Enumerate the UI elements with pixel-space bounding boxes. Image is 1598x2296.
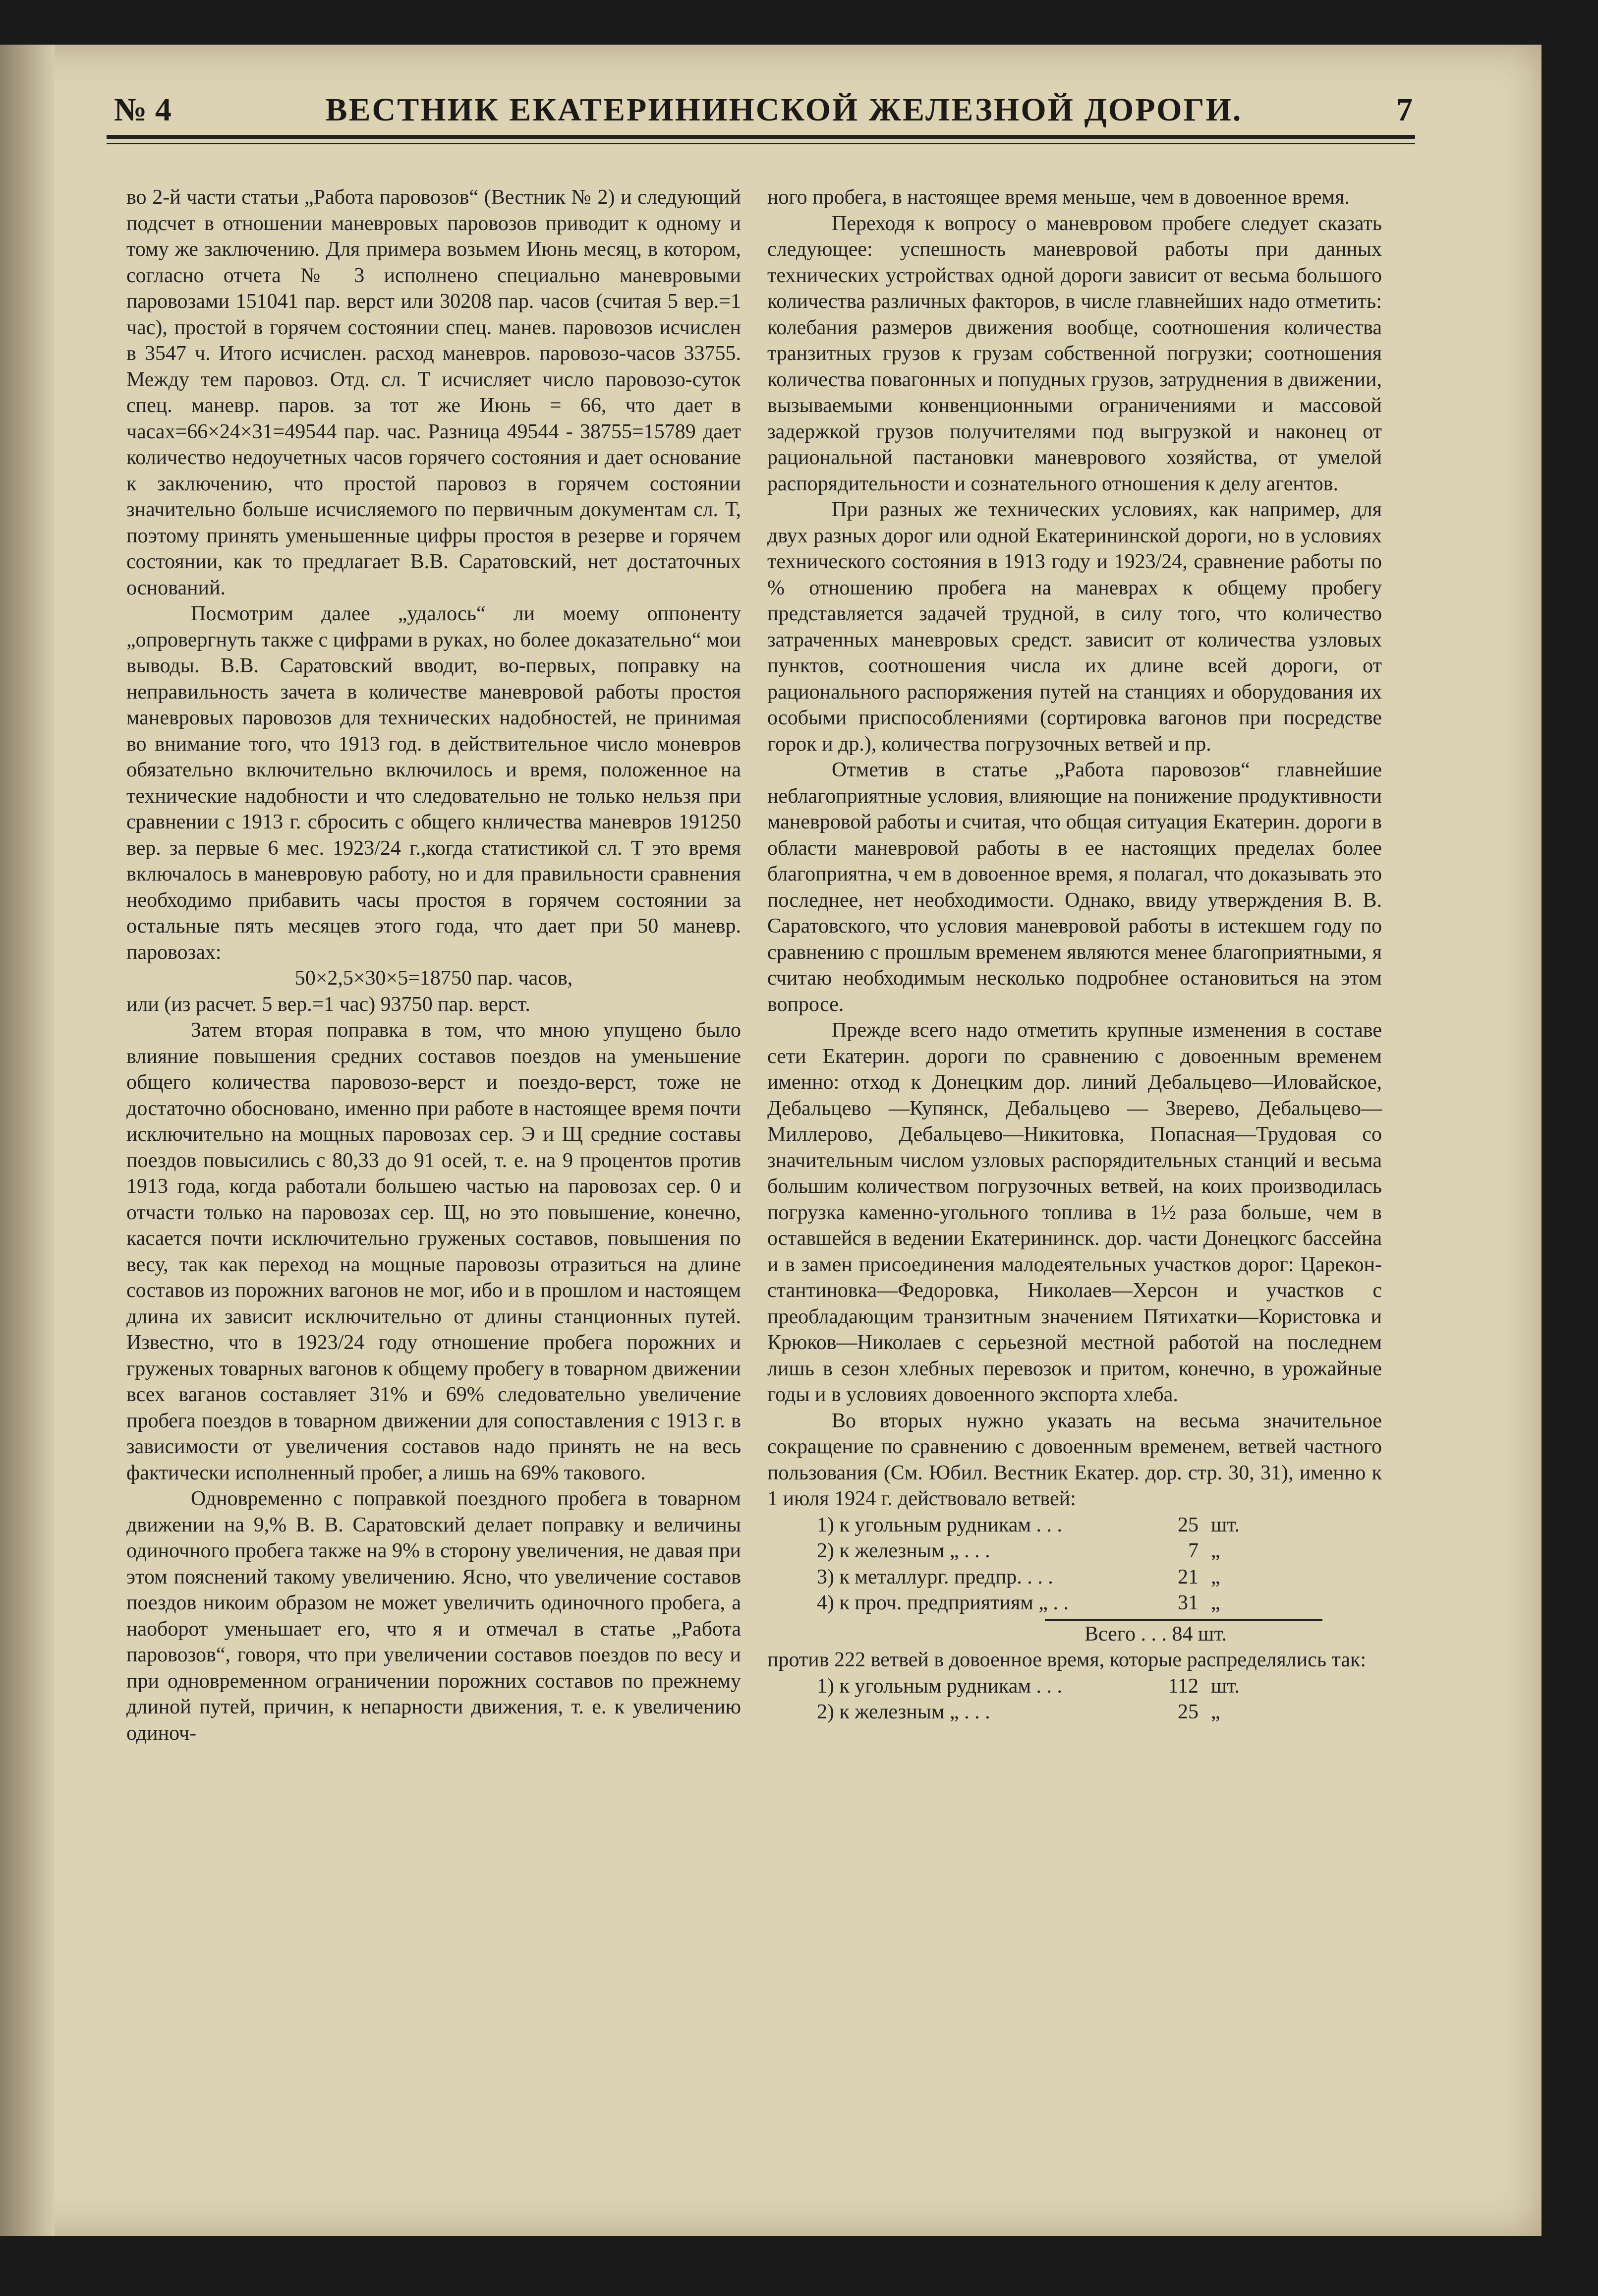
formula-follow: или (из расчет. 5 вер.=1 час) 93750 пар. верст. <box>126 993 530 1016</box>
header-rule-thin <box>107 143 1415 144</box>
page-number: 7 <box>1396 92 1413 128</box>
paragraph: Прежде всего надо отметить крупные изменения в составе сети Екатерин. дороги по сравнению с довоенным временем именно: отход к Донецким дор. линий Дебальцево—Иловайское, Дебальцево —Купянск, Дебальцево — Зверево, Дебальцево—Миллерово, Дебальцево—Никитовка, Попасная—Трудовая со значительным числом узловых распорядительных станций и весьма большим количеством погрузочных ветвей, на коих производилась погрузка каменно-угольного топлива в 1½ раза больше, чем в оставшейся в ведении Екатерининск. дор. части Донецкогс бассейна и в замен присоединения малодеятельных участков дорог: Царекон-стантиновка—Федоровка, Николаев—Херсон и участков с преобладающим транзитным значением Пятихатки—Користовка и Крюков—Николаев с серьезной местной работой на последнем лишь в сезон хлебных перевозок и притом, конечно, в урожайные годы и в условиях довоенного экспорта хлеба. <box>767 1019 1382 1406</box>
paragraph: Во вторых нужно указать на весьма значительное сокращение по сравнению с довоенным временем, ветвей частного пользования (См. Юбил. Вестник Екатер. дор. стр. 30, 31), именно к 1 июля 1924 г. действовало ветвей: <box>767 1409 1382 1510</box>
paragraph: во 2-й части статьи „Работа паровозов“ (Вестник № 2) и следующий подсчет в отношении маневровых паровозов приводит к одному и тому же заключению. Для примера возьмем Июнь месяц, в котором, согласно отчета № 3 исполнено специально маневровыми паровозами 151041 пар. верст или 30208 пар. часов (считая 5 вер.=1 час), простой в горячем состоянии спец. манев. паровозов исчислен в 3547 ч. Итого исчислен. расход маневров. паровозо-часов 33755. Между тем паровоз. Отд. сл. Т исчисляет число паровозо-суток спец. маневр. паров. за тот же Июнь = 66, что дает в часах=66×24×31=49544 пар. час. Разница 49544 - 38755=15789 дает количество недоучетных часов горячего состояния и дает основание к заключению, что простой паровоз в горячем состоянии значительно больше исчисляемого по первичным документам сл. Т, поэтому принять уменьшенные цифры простоя в резерве и горячем состоянии, как то предлагает В.В. Саратовский, нет достаточных оснований. <box>126 186 741 599</box>
list-item: 2) к железным „ . . . 7 „ <box>817 1539 1220 1562</box>
paragraph: При разных же технических условиях, как например, для двух разных дорог или одной Екатерининской дороги, но в условиях технического состояния в 1913 году и 1923/24, сравнение работы по % отношению пробега на маневрах к общему пробегу представляется задачей трудной, в силу того, что количество затраченных маневровых средст. зависит от количества узловых пунктов, соотношения числа их длине всей дороги, от рационального распоряжения путей на станциях и оборудования их особыми приспособлениями (сортировка вагонов при посредстве горок и др.), количества погрузочных ветвей и пр. <box>767 498 1382 756</box>
paragraph: Затем вторая поправка в том, что мною упущено было влияние повышения средних составов поездов на уменьшение общего количества паровозо-верст и поездо-верст, тоже не достаточно обосновано, именно при работе в настоящее время почти исключительно на мощных паровозах сер. Э и Щ средние составы поездов повысились с 80,33 до 91 осей, т. е. на 9 процентов против 1913 года, когда работали большею частью на паровозах сер. 0 и отчасти только на паровозах сер. Щ, но это повышение, конечно, касается почти исключительно груженых составов, повышения по весу, так как переход на мощные паровозы отразиться на длине составов из порожних вагонов не мог, ибо и в прошлом и настоящем длина их зависит исключительно от длины станционных путей. Известно, что в 1923/24 году отношение пробега порожних и груженых товарных вагонов к общему пробегу в товарном движении всех ваганов составляет 31% и 69% следовательно увеличение пробега поездов в товарном движении для сопоставления с 1913 г. в зависимости от увеличения составов надо принять не на весь фактически исполненный пробег, а лишь на 69% такового. <box>126 1019 741 1484</box>
list-item: 4) к проч. предприятиям „ . . 31 „ <box>817 1591 1220 1614</box>
header-rule-thick <box>107 135 1415 139</box>
list-item: 3) к металлург. предпр. . . . 21 „ <box>817 1565 1220 1589</box>
left-column <box>126 184 741 1746</box>
branches-total: Всего . . . 84 шт. <box>1084 1622 1227 1646</box>
list-item: 2) к железным „ . . . 25 „ <box>817 1701 1220 1723</box>
paragraph: ного пробега, в настоящее время меньше, чем в довоенное время. <box>767 186 1350 209</box>
paragraph: Отметив в статье „Работа паровозов“ главнейшие неблагоприятные условия, влияющие на понижение продуктивности маневровой работы и считая, что общая ситуация Екатерин. дороги в области маневровой работы в ее настоящих пределах более благоприятна, ч ем в довоенное время, я полагал, что доказывать это последнее, нет необходимости. Однако, ввиду утверждения В. В. Саратовского, что условия маневровой работы в истекшем году по сравнению с прошлым временем являются менее благоприятными, я считаю необходимым несколько подробнее остановиться на этом вопросе. <box>767 759 1382 1016</box>
page-binding-shadow <box>0 45 55 2236</box>
list-item: 1) к угольным рудникам . . . 25 шт. <box>817 1513 1240 1536</box>
paragraph: Посмотрим далее „удалось“ ли моему оппоненту „опровергнуть также с цифрами в руках, но более доказательно“ мои выводы. В.В. Саратовский вводит, во-первых, поправку на неправильность зачета в количестве маневровой работы простоя маневровых паровозов для технических надобностей, не принимая во внимание того, что 1913 год. в действительное число моневров обязательно включительно включилось и время, положенное на технические надобности и что следовательно не только нельзя при сравнении с 1913 г. сбросить с общего кнличества маневров 191250 вер. за первые 6 мес. 1923/24 г.,когда статистикой сл. Т это время включалось в маневровую работу, но и для правильности сравнения необходимо прибавить часы простоя в горячем состоянии за остальные пять месяцев этого года, что дает при 50 маневр. паровозах: <box>126 602 741 964</box>
issue-number: № 4 <box>114 92 171 128</box>
paragraph: Переходя к вопросу о маневровом пробеге следует сказать следующее: успешность маневровой работы при данных технических устройствах одной дороги зависит от весьма большого количества различных факторов, в числе главнейших надо отметить: колебания размеров движения вообще, соотношения количества транзитных грузов к грузам собственной погрузки; соотношения количества повагонных и попудных грузов, затруднения в движении, вызываемыми конвенционными ограничениями и массовой задержкой грузов получителями под выгрузкой и наконец от рациональной пастановки маневрового хозяйства, от умелой распорядительности и сознательного отношения к делу агентов. <box>767 212 1382 495</box>
formula-line: 50×2,5×30×5=18750 пар. часов, <box>294 967 573 990</box>
paragraph: Одновременно с поправкой поездного пробега в товарном движении на 9,% В. В. Саратовский делает поправку и величины одиночного пробега также на 9% в сторону увеличения, не давая при этом пояснений такому увеличению. Ясно, что увеличение составов поездов никоим образом не может увеличить одиночного пробега, а наоборот уменьшает его, что я и отмечал в статье „Работа паровозов“, говоря, что при увеличении составов поездов по весу и при одновременном ограничении порожних составов по прежнему длиной путей, причин, к непарности движения, т. е. к увеличению одиноч- <box>126 1487 741 1745</box>
right-column <box>767 184 1382 1725</box>
paragraph: против 222 ветвей в довоенное время, которые распределялись так: <box>767 1648 1367 1671</box>
journal-title: ВЕСТНИК ЕКАТЕРИНИНСКОЙ ЖЕЛЕЗНОЙ ДОРОГИ. <box>325 92 1243 128</box>
branches-1924-list <box>817 1512 1382 1616</box>
page-header <box>114 74 1413 129</box>
branches-prewar-list <box>817 1673 1382 1725</box>
list-item: 1) к угольным рудникам . . . 112 шт. <box>817 1674 1240 1698</box>
